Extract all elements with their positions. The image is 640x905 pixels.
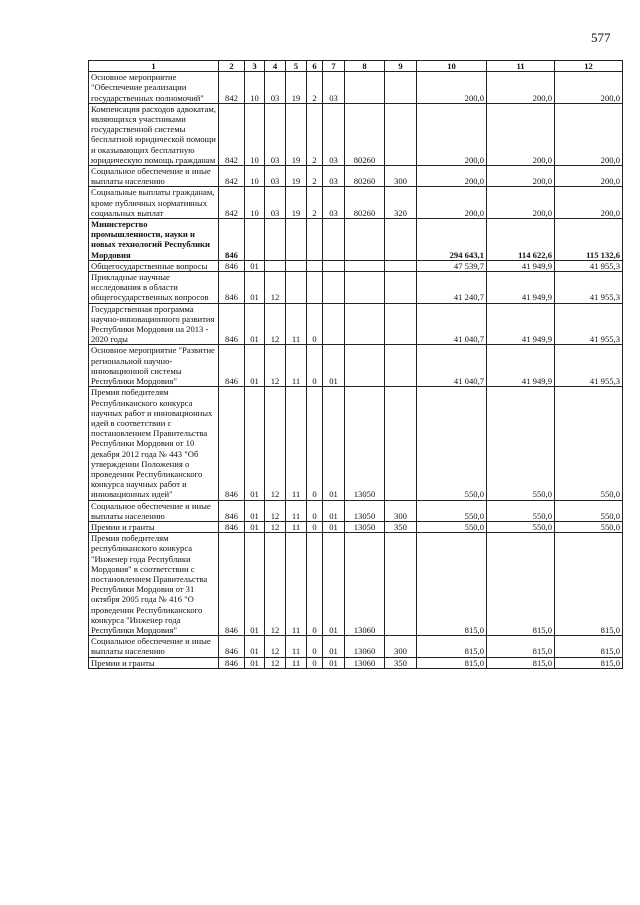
table-cell: 846 — [219, 500, 245, 521]
table-row — [89, 345, 623, 387]
table-cell: 200,0 — [555, 72, 623, 104]
table-row — [89, 387, 623, 500]
table-cell: 41 949,9 — [487, 260, 555, 271]
table-cell: 200,0 — [417, 103, 487, 165]
table-cell: 846 — [219, 387, 245, 500]
table-cell: 12 — [265, 657, 286, 668]
row-name-cell: Премия победителям Республиканского конкурса научных работ и инновационных идей в соответствии с постановлением Правительства Республики Мордовия от 10 декабря 2012 года № 443 "Об утверждении Положения о проведении Республиканского конкурса научных работ и инновационных идей" — [89, 387, 219, 500]
table-cell: 550,0 — [487, 500, 555, 521]
table-cell: 846 — [219, 272, 245, 304]
row-name-cell: Социальные выплаты гражданам, кроме публичных нормативных социальных выплат — [89, 187, 219, 219]
table-cell: 03 — [265, 103, 286, 165]
table-cell — [345, 345, 385, 387]
table-cell: 19 — [286, 166, 307, 187]
table-cell: 01 — [245, 387, 265, 500]
table-cell: 12 — [265, 500, 286, 521]
table-cell — [323, 272, 345, 304]
table-row — [89, 636, 623, 657]
table-cell — [345, 272, 385, 304]
table-cell: 01 — [245, 345, 265, 387]
table-cell: 12 — [265, 636, 286, 657]
table-cell: 815,0 — [555, 657, 623, 668]
table-cell: 03 — [323, 187, 345, 219]
table-cell: 11 — [286, 521, 307, 532]
table-cell: 03 — [265, 72, 286, 104]
table-cell: 47 539,7 — [417, 260, 487, 271]
table-cell: 10 — [245, 187, 265, 219]
column-header: 6 — [307, 61, 323, 72]
table-cell: 80260 — [345, 103, 385, 165]
table-cell: 842 — [219, 103, 245, 165]
table-cell: 80260 — [345, 166, 385, 187]
table-cell — [385, 533, 417, 636]
table-cell: 842 — [219, 72, 245, 104]
table-cell: 294 643,1 — [417, 219, 487, 261]
table-cell: 01 — [323, 533, 345, 636]
table-cell — [345, 303, 385, 345]
table-cell — [323, 260, 345, 271]
table-cell: 550,0 — [555, 521, 623, 532]
column-header: 1 — [89, 61, 219, 72]
table-cell: 19 — [286, 72, 307, 104]
table-row — [89, 500, 623, 521]
table-cell: 13050 — [345, 387, 385, 500]
table-cell — [385, 103, 417, 165]
table-cell: 11 — [286, 636, 307, 657]
table-cell: 0 — [307, 345, 323, 387]
row-name-cell: Социальное обеспечение и иные выплаты населению — [89, 636, 219, 657]
table-cell: 200,0 — [487, 72, 555, 104]
table-cell: 815,0 — [417, 657, 487, 668]
table-cell: 13060 — [345, 657, 385, 668]
table-cell — [345, 72, 385, 104]
table-cell: 815,0 — [417, 533, 487, 636]
table-cell: 01 — [245, 521, 265, 532]
table-cell — [385, 345, 417, 387]
table-cell: 10 — [245, 166, 265, 187]
table-cell: 846 — [219, 219, 245, 261]
column-header: 10 — [417, 61, 487, 72]
table-cell: 846 — [219, 260, 245, 271]
table-cell: 01 — [245, 636, 265, 657]
table-row — [89, 72, 623, 104]
table-cell: 815,0 — [487, 636, 555, 657]
table-cell: 10 — [245, 72, 265, 104]
table-cell: 03 — [323, 103, 345, 165]
table-cell: 2 — [307, 187, 323, 219]
table-cell — [385, 72, 417, 104]
table-cell: 550,0 — [487, 387, 555, 500]
table-cell: 550,0 — [487, 521, 555, 532]
table-cell: 550,0 — [417, 521, 487, 532]
table-cell — [345, 219, 385, 261]
table-cell — [265, 219, 286, 261]
table-cell: 11 — [286, 303, 307, 345]
table-cell: 815,0 — [555, 533, 623, 636]
table-cell: 846 — [219, 636, 245, 657]
table-cell: 41 955,3 — [555, 272, 623, 304]
table-cell: 13060 — [345, 636, 385, 657]
row-name-cell: Основное мероприятие "Обеспечение реализации государственных полномочий" — [89, 72, 219, 104]
table-cell: 200,0 — [555, 187, 623, 219]
table-row — [89, 219, 623, 261]
table-row — [89, 260, 623, 271]
column-header: 2 — [219, 61, 245, 72]
table-cell: 41 240,7 — [417, 272, 487, 304]
table-cell: 12 — [265, 533, 286, 636]
table-cell: 01 — [245, 657, 265, 668]
column-header: 9 — [385, 61, 417, 72]
table-cell: 300 — [385, 636, 417, 657]
table-cell: 13050 — [345, 521, 385, 532]
column-header: 3 — [245, 61, 265, 72]
table-cell: 41 040,7 — [417, 303, 487, 345]
table-cell: 41 040,7 — [417, 345, 487, 387]
table-cell: 41 949,9 — [487, 303, 555, 345]
table-cell: 300 — [385, 166, 417, 187]
row-name-cell: Премии и гранты — [89, 657, 219, 668]
table-cell — [245, 219, 265, 261]
row-name-cell: Социальное обеспечение и иные выплаты населению — [89, 166, 219, 187]
table-cell: 200,0 — [555, 103, 623, 165]
table-cell: 846 — [219, 657, 245, 668]
table-cell: 0 — [307, 533, 323, 636]
table-cell: 01 — [323, 636, 345, 657]
row-name-cell: Социальное обеспечение и иные выплаты населению — [89, 500, 219, 521]
table-cell: 200,0 — [487, 187, 555, 219]
table-cell: 550,0 — [555, 500, 623, 521]
table-cell: 11 — [286, 657, 307, 668]
table-row — [89, 533, 623, 636]
column-header: 7 — [323, 61, 345, 72]
row-name-cell: Компенсация расходов адвокатам, являющихся участниками государственной системы бесплатной юридической помощи и оказывающих бесплатную юридическую помощь гражданам — [89, 103, 219, 165]
table-cell: 03 — [323, 166, 345, 187]
table-cell: 12 — [265, 345, 286, 387]
column-header: 4 — [265, 61, 286, 72]
table-cell: 842 — [219, 187, 245, 219]
table-cell: 0 — [307, 387, 323, 500]
table-cell: 12 — [265, 521, 286, 532]
table-cell: 0 — [307, 303, 323, 345]
table-cell: 03 — [265, 166, 286, 187]
table-cell: 2 — [307, 103, 323, 165]
table-cell: 815,0 — [487, 657, 555, 668]
table-row — [89, 303, 623, 345]
table-cell: 01 — [323, 500, 345, 521]
table-cell: 13060 — [345, 533, 385, 636]
table-cell: 01 — [245, 260, 265, 271]
row-name-cell: Общегосударственные вопросы — [89, 260, 219, 271]
table-cell: 01 — [245, 272, 265, 304]
row-name-cell: Основное мероприятие "Развитие региональной научно-инновационной системы Республики Мордовия" — [89, 345, 219, 387]
table-cell — [345, 260, 385, 271]
table-row — [89, 272, 623, 304]
table-cell: 815,0 — [487, 533, 555, 636]
table-cell: 03 — [323, 72, 345, 104]
table-cell: 2 — [307, 72, 323, 104]
table-cell: 0 — [307, 521, 323, 532]
table-cell: 11 — [286, 500, 307, 521]
budget-table — [88, 60, 623, 669]
table-cell: 0 — [307, 657, 323, 668]
table-cell — [307, 272, 323, 304]
row-name-cell: Премия победителям республиканского конкурса "Инженер года Республики Мордовия" в соответствии с постановлением Правительства Республики Мордовия от 31 октября 2005 года № 416 "О проведении Республиканского конкурса "Инженер года Республики Мордовия" — [89, 533, 219, 636]
table-cell — [323, 303, 345, 345]
table-cell: 13050 — [345, 500, 385, 521]
table-cell: 12 — [265, 387, 286, 500]
table-cell: 300 — [385, 500, 417, 521]
table-cell: 01 — [323, 387, 345, 500]
table-cell: 200,0 — [417, 166, 487, 187]
table-cell: 01 — [245, 500, 265, 521]
table-cell: 114 622,6 — [487, 219, 555, 261]
table-cell: 550,0 — [555, 387, 623, 500]
table-cell: 2 — [307, 166, 323, 187]
table-cell: 12 — [265, 272, 286, 304]
row-name-cell: Министерство промышленности, науки и новых технологий Республики Мордовия — [89, 219, 219, 261]
table-cell: 01 — [323, 657, 345, 668]
table-cell — [385, 387, 417, 500]
table-cell: 01 — [323, 345, 345, 387]
table-cell: 815,0 — [417, 636, 487, 657]
table-cell: 846 — [219, 521, 245, 532]
table-cell: 41 955,3 — [555, 260, 623, 271]
table-cell: 03 — [265, 187, 286, 219]
table-row — [89, 657, 623, 668]
table-cell: 12 — [265, 303, 286, 345]
table-cell: 350 — [385, 657, 417, 668]
table-cell — [307, 260, 323, 271]
column-header: 11 — [487, 61, 555, 72]
table-cell: 815,0 — [555, 636, 623, 657]
table-body — [89, 72, 623, 669]
table-cell — [323, 219, 345, 261]
table-cell — [385, 219, 417, 261]
table-cell: 550,0 — [417, 387, 487, 500]
row-name-cell: Государственная программа научно-инновационного развития Республики Мордовия на 2013 - 2020 годы — [89, 303, 219, 345]
page-number: 577 — [591, 30, 611, 45]
table-cell: 01 — [245, 533, 265, 636]
table-cell: 846 — [219, 345, 245, 387]
table-cell: 320 — [385, 187, 417, 219]
table-cell: 200,0 — [417, 72, 487, 104]
table-cell — [286, 219, 307, 261]
table-cell — [265, 260, 286, 271]
table-cell: 19 — [286, 103, 307, 165]
table-cell: 200,0 — [555, 166, 623, 187]
table-cell: 41 955,3 — [555, 303, 623, 345]
table-cell — [385, 260, 417, 271]
row-name-cell: Премии и гранты — [89, 521, 219, 532]
table-cell: 846 — [219, 303, 245, 345]
table-cell: 19 — [286, 187, 307, 219]
table-cell: 115 132,6 — [555, 219, 623, 261]
table-cell: 846 — [219, 533, 245, 636]
table-cell — [286, 260, 307, 271]
table-cell: 80260 — [345, 187, 385, 219]
table-cell: 200,0 — [487, 103, 555, 165]
table-cell — [286, 272, 307, 304]
column-header: 12 — [555, 61, 623, 72]
table-cell: 350 — [385, 521, 417, 532]
table-cell: 11 — [286, 345, 307, 387]
table-row — [89, 521, 623, 532]
table-row — [89, 166, 623, 187]
table-cell: 41 949,9 — [487, 345, 555, 387]
row-name-cell: Прикладные научные исследования в области общегосударственных вопросов — [89, 272, 219, 304]
table-row — [89, 187, 623, 219]
header-row — [89, 61, 623, 72]
table-cell: 0 — [307, 500, 323, 521]
table-cell: 10 — [245, 103, 265, 165]
table-cell: 11 — [286, 387, 307, 500]
table-cell — [307, 219, 323, 261]
table-cell: 842 — [219, 166, 245, 187]
column-header: 8 — [345, 61, 385, 72]
table-cell: 200,0 — [417, 187, 487, 219]
table-cell: 41 949,9 — [487, 272, 555, 304]
table-cell: 01 — [245, 303, 265, 345]
table-cell — [385, 272, 417, 304]
table-cell — [385, 303, 417, 345]
table-cell: 01 — [323, 521, 345, 532]
table-cell: 550,0 — [417, 500, 487, 521]
table-cell: 41 955,3 — [555, 345, 623, 387]
table-cell: 0 — [307, 636, 323, 657]
column-header: 5 — [286, 61, 307, 72]
table-row — [89, 103, 623, 165]
table-cell: 200,0 — [487, 166, 555, 187]
table-cell: 11 — [286, 533, 307, 636]
